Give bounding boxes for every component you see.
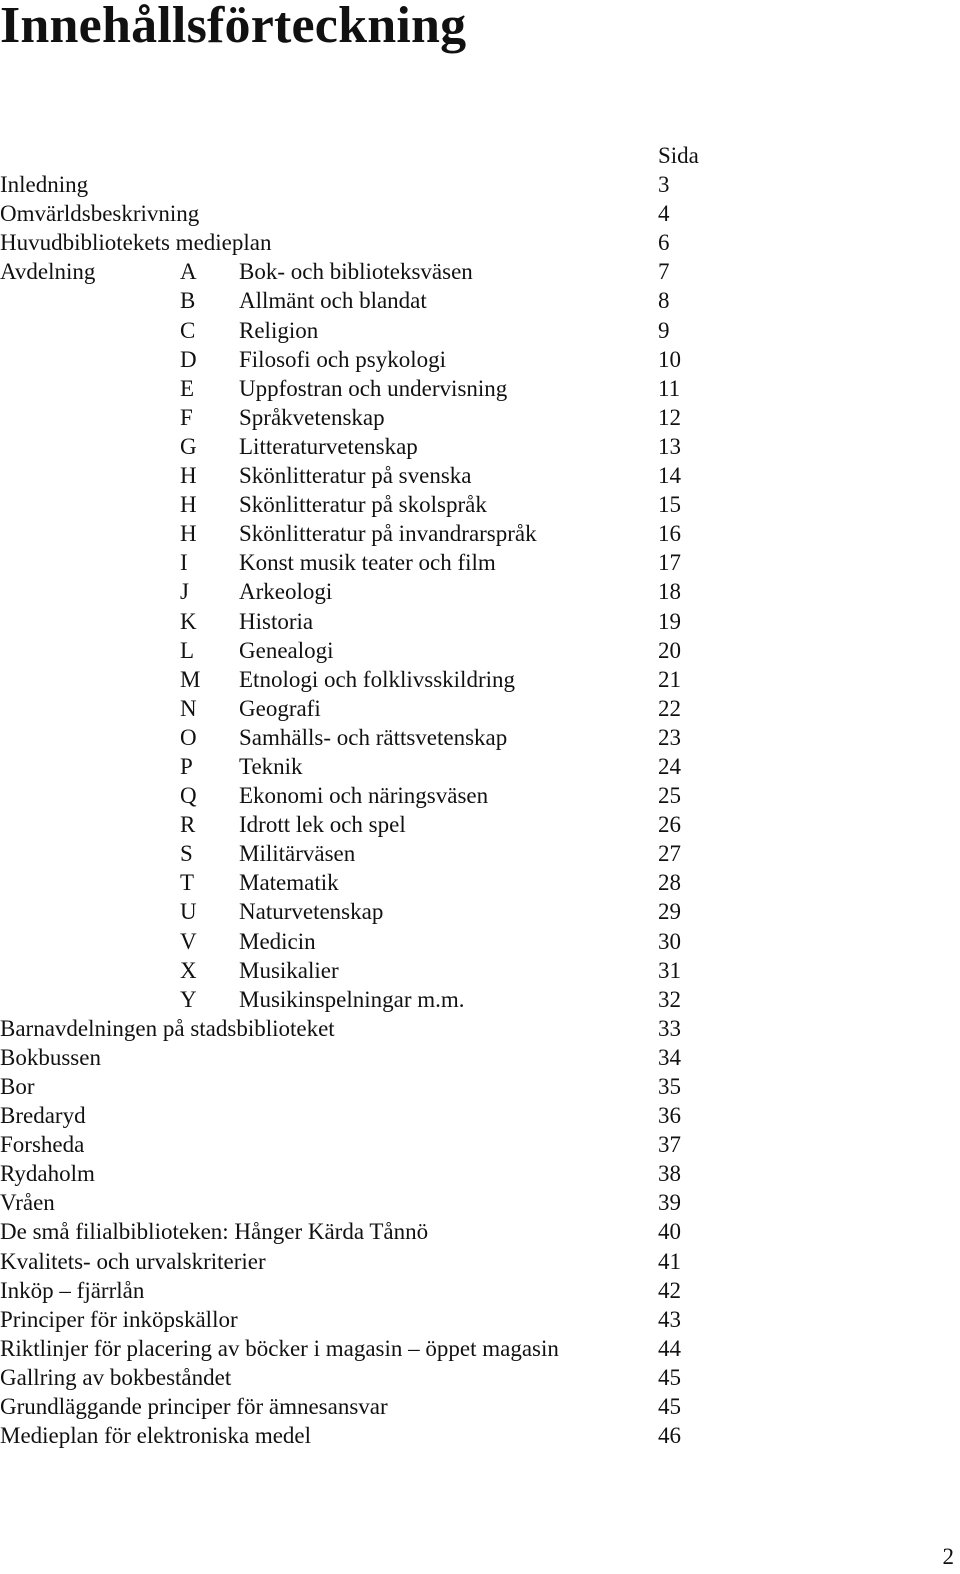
avdelning-letter: Q <box>180 783 197 809</box>
avdelning-letter: H <box>180 492 197 518</box>
toc-entry[interactable] <box>0 199 960 228</box>
entry-page: 6 <box>658 230 670 256</box>
entry-title: Omvärldsbeskrivning <box>0 201 200 227</box>
entry-page: 29 <box>658 899 681 925</box>
toc-entry[interactable] <box>0 170 960 199</box>
avdelning-title: Skönlitteratur på skolspråk <box>239 492 487 518</box>
entry-title: Forsheda <box>0 1132 85 1158</box>
avdelning-title: Historia <box>239 608 314 634</box>
entry-page: 28 <box>658 870 681 896</box>
toc-avdelning-entry[interactable] <box>0 665 960 694</box>
toc-avdelning-entry[interactable] <box>0 286 960 315</box>
toc-avdelning-entry[interactable] <box>0 548 960 577</box>
entry-page: 12 <box>658 404 681 430</box>
entry-page: 41 <box>658 1248 681 1274</box>
avdelning-letter: X <box>180 957 197 983</box>
toc-entry[interactable] <box>0 1101 960 1130</box>
toc-avdelning-entry[interactable] <box>0 985 960 1014</box>
entry-page: 27 <box>658 841 681 867</box>
entry-title: Bokbussen <box>0 1044 101 1070</box>
avdelning-letter: H <box>180 463 197 489</box>
avdelning-label: Avdelning <box>0 259 96 285</box>
entry-title: Inledning <box>0 172 89 198</box>
toc-entry[interactable] <box>0 1130 960 1159</box>
entry-page: 19 <box>658 608 681 634</box>
entry-page: 15 <box>658 492 681 518</box>
avdelning-title: Idrott lek och spel <box>239 812 406 838</box>
page-title: Innehållsförteckning <box>0 0 467 54</box>
table-of-contents <box>0 141 960 1450</box>
entry-title: Rydaholm <box>0 1161 95 1187</box>
avdelning-title: Geografi <box>239 695 321 721</box>
entry-page: 32 <box>658 986 681 1012</box>
entry-page: 33 <box>658 1015 681 1041</box>
toc-avdelning-entry[interactable] <box>0 839 960 868</box>
toc-avdelning-entry[interactable] <box>0 490 960 519</box>
entry-page: 26 <box>658 812 681 838</box>
entry-title: Gallring av bokbeståndet <box>0 1364 232 1390</box>
toc-entry[interactable] <box>0 1014 960 1043</box>
avdelning-letter: E <box>180 375 195 401</box>
avdelning-title: Medicin <box>239 928 316 954</box>
entry-title: Riktlinjer för placering av böcker i magasin – öppet magasin <box>0 1335 559 1361</box>
entry-page: 43 <box>658 1306 681 1332</box>
entry-title: De små filialbiblioteken: Hånger Kärda Tånnö <box>0 1219 429 1245</box>
toc-avdelning-entry[interactable] <box>0 694 960 723</box>
avdelning-title: Etnologi och folklivsskildring <box>239 666 515 692</box>
toc-entry[interactable] <box>0 1392 960 1421</box>
entry-page: 31 <box>658 957 681 983</box>
toc-avdelning-entry[interactable] <box>0 345 960 374</box>
entry-page: 38 <box>658 1161 681 1187</box>
avdelning-title: Musikinspelningar m.m. <box>239 986 465 1012</box>
avdelning-title: Uppfostran och undervisning <box>239 375 508 401</box>
toc-header-row <box>0 141 960 170</box>
entry-page: 45 <box>658 1394 681 1420</box>
entry-page: 11 <box>658 375 681 401</box>
entry-page: 16 <box>658 521 681 547</box>
avdelning-letter: O <box>180 724 197 750</box>
toc-avdelning-entry[interactable] <box>0 374 960 403</box>
toc-entry[interactable] <box>0 1305 960 1334</box>
entry-title: Bor <box>0 1074 35 1099</box>
avdelning-title: Militärväsen <box>239 841 356 867</box>
toc-avdelning-entry[interactable] <box>0 461 960 490</box>
entry-page: 13 <box>658 433 681 459</box>
avdelning-title: Filosofi och psykologi <box>239 346 447 372</box>
avdelning-letter: J <box>180 579 189 605</box>
avdelning-title: Allmänt och blandat <box>239 288 427 314</box>
toc-avdelning-entry[interactable] <box>0 607 960 636</box>
avdelning-title: Teknik <box>239 753 303 779</box>
entry-page: 44 <box>658 1335 681 1361</box>
toc-entry[interactable] <box>0 1276 960 1305</box>
entry-page: 7 <box>658 259 670 285</box>
avdelning-title: Bok- och biblioteksväsen <box>239 259 473 285</box>
avdelning-letter: N <box>180 695 197 721</box>
avdelning-title: Ekonomi och näringsväsen <box>239 783 489 809</box>
entry-page: 14 <box>658 463 681 489</box>
entry-title: Medieplan för elektroniska medel <box>0 1423 312 1449</box>
avdelning-title: Språkvetenskap <box>239 404 385 430</box>
avdelning-letter: M <box>180 666 201 692</box>
avdelning-letter: P <box>180 753 193 779</box>
entry-page: 18 <box>658 579 681 605</box>
entry-page: 3 <box>658 172 670 198</box>
avdelning-letter: C <box>180 317 196 343</box>
avdelning-letter: D <box>180 346 197 372</box>
avdelning-title: Litteraturvetenskap <box>239 433 418 459</box>
entry-title: Principer för inköpskällor <box>0 1306 238 1332</box>
toc-entry[interactable] <box>0 1217 960 1246</box>
avdelning-letter: K <box>180 608 197 634</box>
toc-entry[interactable] <box>0 228 960 257</box>
avdelning-letter: Y <box>180 986 197 1012</box>
entry-page: 8 <box>658 288 670 314</box>
entry-title: Huvudbibliotekets medieplan <box>0 230 272 256</box>
toc-avdelning-entry[interactable] <box>0 519 960 548</box>
avdelning-title: Arkeologi <box>239 579 333 605</box>
entry-title: Barnavdelningen på stadsbiblioteket <box>0 1015 335 1041</box>
entry-page: 40 <box>658 1219 681 1245</box>
avdelning-title: Naturvetenskap <box>239 899 384 925</box>
entry-title: Inköp – fjärrlån <box>0 1277 145 1303</box>
entry-page: 22 <box>658 695 681 721</box>
avdelning-letter: V <box>180 928 197 954</box>
toc-avdelning-entry[interactable] <box>0 927 960 956</box>
toc-avdelning-entry[interactable] <box>0 868 960 897</box>
entry-page: 10 <box>658 346 681 372</box>
toc-entry[interactable] <box>0 1188 960 1217</box>
toc-avdelning-entry[interactable] <box>0 432 960 461</box>
entry-page: 37 <box>658 1132 681 1158</box>
avdelning-letter: F <box>180 404 193 430</box>
entry-page: 17 <box>658 550 681 576</box>
avdelning-title: Samhälls- och rättsvetenskap <box>239 724 508 750</box>
entry-page: 35 <box>658 1074 681 1099</box>
entry-page: 39 <box>658 1190 681 1216</box>
toc-entry[interactable] <box>0 1072 960 1101</box>
avdelning-title: Skönlitteratur på invandrarspråk <box>239 521 537 547</box>
toc-entry[interactable] <box>0 1421 960 1450</box>
avdelning-letter: R <box>180 812 196 838</box>
toc-entry[interactable] <box>0 1247 960 1276</box>
entry-page: 20 <box>658 637 681 663</box>
entry-title: Kvalitets- och urvalskriterier <box>0 1248 266 1274</box>
avdelning-title: Matematik <box>239 870 339 896</box>
page-number: 2 <box>942 1544 954 1569</box>
toc-avdelning-entry[interactable] <box>0 956 960 985</box>
entry-title: Grundläggande principer för ämnesansvar <box>0 1394 388 1420</box>
toc-avdelning-entry[interactable] <box>0 636 960 665</box>
entry-page: 9 <box>658 317 670 343</box>
avdelning-letter: G <box>180 433 197 459</box>
toc-avdelning-entry[interactable] <box>0 810 960 839</box>
avdelning-title: Musikalier <box>239 957 339 983</box>
entry-page: 21 <box>658 666 681 692</box>
toc-avdelning-entry[interactable] <box>0 752 960 781</box>
avdelning-letter: H <box>180 521 197 547</box>
entry-page: 42 <box>658 1277 681 1303</box>
avdelning-letter: T <box>180 870 195 896</box>
entry-page: 34 <box>658 1044 681 1070</box>
avdelning-letter: A <box>180 259 197 285</box>
avdelning-letter: B <box>180 288 196 314</box>
toc-avdelning-entry[interactable] <box>0 316 960 345</box>
avdelning-title: Konst musik teater och film <box>239 550 496 576</box>
toc-avdelning-entry[interactable] <box>0 403 960 432</box>
avdelning-letter: I <box>180 550 188 576</box>
toc-entry[interactable] <box>0 1363 960 1392</box>
toc-avdelning-entry[interactable] <box>0 257 960 286</box>
avdelning-title: Religion <box>239 317 319 343</box>
avdelning-title: Genealogi <box>239 637 334 663</box>
toc-avdelning-entry[interactable] <box>0 723 960 752</box>
entry-page: 23 <box>658 724 681 750</box>
avdelning-letter: L <box>180 637 195 663</box>
entry-page: 4 <box>658 201 670 227</box>
entry-page: 30 <box>658 928 681 954</box>
toc-avdelning-entry[interactable] <box>0 897 960 926</box>
entry-page: 46 <box>658 1423 681 1449</box>
toc-avdelning-entry[interactable] <box>0 577 960 606</box>
entry-page: 36 <box>658 1103 681 1129</box>
avdelning-title: Skönlitteratur på svenska <box>239 463 472 489</box>
entry-title: Bredaryd <box>0 1103 86 1129</box>
avdelning-letter: S <box>180 841 193 867</box>
toc-entry[interactable] <box>0 1043 960 1072</box>
toc-entry[interactable] <box>0 1159 960 1188</box>
entry-page: 25 <box>658 783 681 809</box>
page-column-header: Sida <box>658 143 699 168</box>
entry-title: Vråen <box>0 1190 55 1216</box>
toc-entry[interactable] <box>0 1334 960 1363</box>
avdelning-letter: U <box>180 899 197 925</box>
toc-avdelning-entry[interactable] <box>0 781 960 810</box>
entry-page: 45 <box>658 1364 681 1390</box>
entry-page: 24 <box>658 753 681 779</box>
